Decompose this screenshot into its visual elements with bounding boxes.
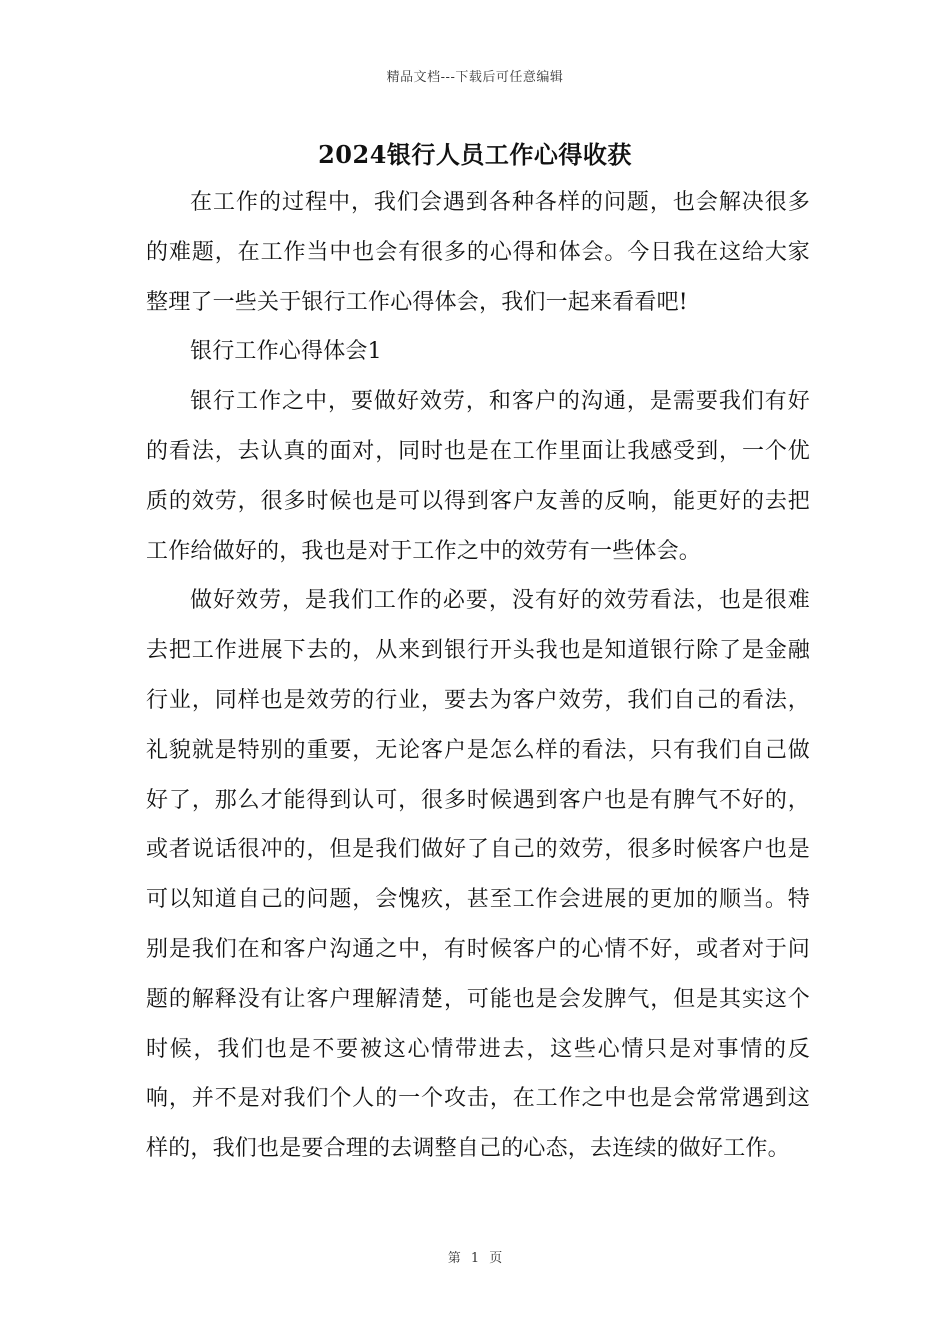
paragraph-service-attitude: 银行工作之中，要做好效劳，和客户的沟通，是需要我们有好的看法，去认真的面对，同时也是在工作里面让我感受到，一个优质的效劳，很多时候也是可以得到客户友善的反响，能更好的去把工作给做好的，我也是对于工作之中的效劳有一些体会。 xyxy=(146,389,810,564)
document-body xyxy=(146,178,810,1174)
page-footer xyxy=(0,1247,950,1266)
page-number: 1 xyxy=(470,1251,480,1266)
document-title: 2024银行人员工作心得收获 xyxy=(318,140,632,169)
page-header: 精品文档---下载后可任意编辑 xyxy=(386,70,564,85)
section-heading: 银行工作心得体会1 xyxy=(190,339,382,365)
paragraph-good-service: 做好效劳，是我们工作的必要，没有好的效劳看法，也是很难去把工作进展下去的，从来到银行开头我也是知道银行除了是金融行业，同样也是效劳的行业，要去为客户效劳，我们自己的看法，礼貌就是特别的重要，无论客户是怎么样的看法，只有我们自己做好了，那么才能得到认可，很多时候遇到客户也是有脾气不好的，或者说话很冲的，但是我们做好了自己的效劳，很多时候客户也是可以知道自己的问题，会愧疚，甚至工作会进展的更加的顺当。特别是我们在和客户沟通之中，有时候客户的心情不好，或者对于问题的解释没有让客户理解清楚，可能也是会发脾气，但是其实这个时候，我们也是不要被这心情带进去，这些心情只是对事情的反响，并不是对我们个人的一个攻击，在工作之中也是会常常遇到这样的，我们也是要合理的去调整自己的心态，去连续的做好工作。 xyxy=(146,588,810,1162)
paragraph-intro: 在工作的过程中，我们会遇到各种各样的问题，也会解决很多的难题，在工作当中也会有很多的心得和体会。今日我在这给大家整理了一些关于银行工作心得体会，我们一起来看看吧! xyxy=(146,190,810,315)
page-number-suffix: 页 xyxy=(489,1251,503,1266)
page-number-prefix: 第 xyxy=(447,1251,461,1266)
